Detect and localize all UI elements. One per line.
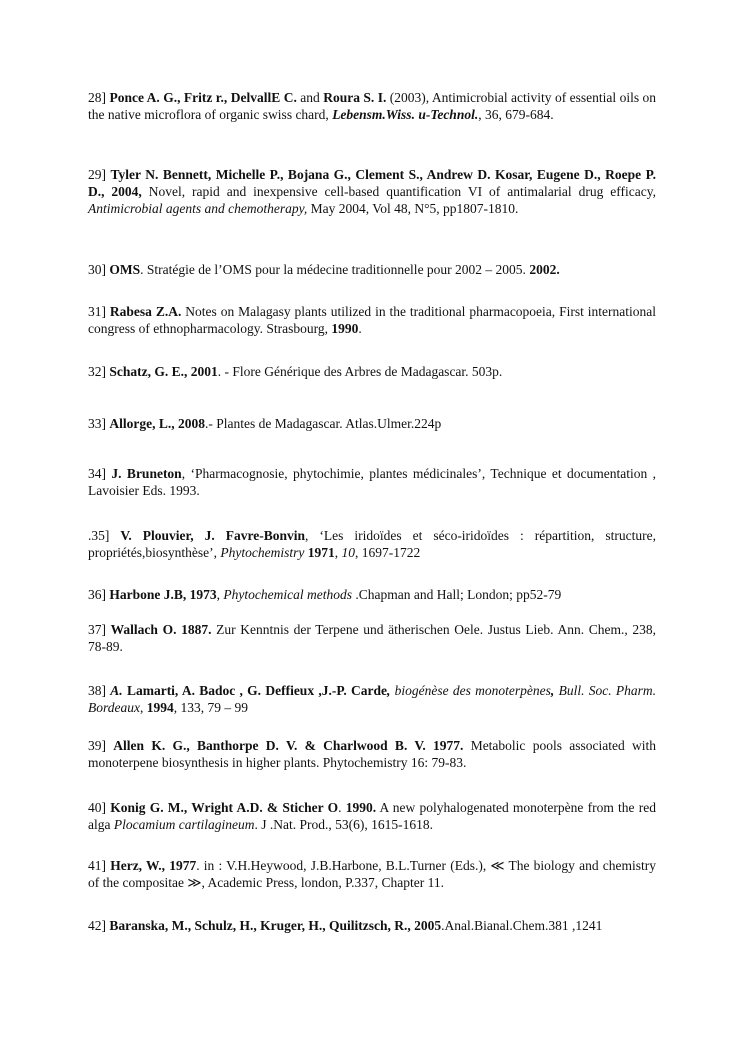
reference-text: . xyxy=(358,321,362,336)
author-text: OMS xyxy=(109,262,141,277)
reference-number: 30] xyxy=(88,262,106,277)
reference-number: 36] xyxy=(88,587,106,602)
author-text: Konig G. M., Wright A.D. & Sticher O xyxy=(110,800,339,815)
reference-text: (2003), Antimicrobial activity of essential oils on the native microflora of organic swiss chard, xyxy=(88,90,657,122)
emphasis-text: , xyxy=(550,683,555,698)
author-text: 2002. xyxy=(529,262,560,277)
reference-text: Novel, rapid and inexpensive cell-based quantification VI of antimalarial drug efficacy, xyxy=(141,184,656,199)
emphasis-text: 10 xyxy=(341,545,355,560)
emphasis-text: Phytochemistry xyxy=(220,545,305,560)
reference-34 xyxy=(88,465,656,499)
reference-text: Notes on Malagasy plants utilized in the traditional pharmacopoeia, First international congress of ethnopharmacology. Strasbourg, xyxy=(88,304,656,336)
reference-number: 42] xyxy=(88,918,106,933)
emphasis-text: A. xyxy=(110,683,123,698)
reference-42 xyxy=(88,917,656,934)
reference-41 xyxy=(88,857,656,891)
author-text: Tyler N. Bennett, Michelle P., Bojana G., Clement S., Andrew D. Kosar, Eugene D., Roepe P. D., 2004, xyxy=(88,167,656,199)
reference-36 xyxy=(88,586,656,603)
reference-38 xyxy=(88,682,656,716)
reference-32 xyxy=(88,363,656,380)
author-text: Ponce A. G., Fritz r., DelvallE C. xyxy=(109,90,297,105)
emphasis-text: , xyxy=(387,683,391,698)
author-text: Allen K. G., Banthorpe D. V. & Charlwood B. V. 1977. xyxy=(113,738,464,753)
reference-text: , xyxy=(139,700,147,715)
emphasis-text: Plocamium cartilagineum xyxy=(113,817,255,832)
reference-33 xyxy=(88,415,656,432)
reference-number: 28] xyxy=(88,90,106,105)
emphasis-text: Lebensm.Wiss. u-Technol. xyxy=(332,107,479,122)
emphasis-text: biogénèse des monoterpènes xyxy=(390,683,551,698)
author-text: Lamarti, A. Badoc , G. Deffieux ,J.-P. Carde xyxy=(122,683,387,698)
reference-37 xyxy=(88,621,656,655)
reference-39 xyxy=(88,737,656,771)
reference-text: .Anal.Bianal.Chem.381 ,1241 xyxy=(441,918,603,933)
reference-28 xyxy=(88,89,656,123)
reference-number: 38] xyxy=(88,683,106,698)
reference-text: . xyxy=(338,800,346,815)
reference-number: 37] xyxy=(88,622,106,637)
reference-number: 40] xyxy=(88,800,106,815)
author-text: Wallach O. 1887. xyxy=(110,622,212,637)
reference-text: . in : V.H.Heywood, J.B.Harbone, B.L.Turner (Eds.), ≪ The biology and chemistry of the compositae ≫, Academic Press, london, P.337, Chapter 11. xyxy=(88,858,656,890)
author-text: Allorge, L., 2008 xyxy=(109,416,205,431)
reference-text: , ‘Les iridoïdes et séco-iridoïdes : répartition, structure, propriétés,biosynthèse’, xyxy=(88,528,656,560)
reference-text: .- Plantes de Madagascar. Atlas.Ulmer.224p xyxy=(205,416,442,431)
reference-35 xyxy=(88,527,656,561)
reference-40 xyxy=(88,799,656,833)
author-text: 1990. xyxy=(345,800,377,815)
reference-text: . - Flore Générique des Arbres de Madagascar. 503p. xyxy=(217,364,503,379)
author-text: Baranska, M., Schulz, H., Kruger, H., Quilitzsch, R., 2005 xyxy=(109,918,442,933)
reference-text: , 133, 79 – 99 xyxy=(173,700,248,715)
reference-30 xyxy=(88,261,656,278)
author-text: Schatz, G. E., 2001 xyxy=(109,364,218,379)
author-text: Rabesa Z.A. xyxy=(109,304,182,319)
reference-number: 31] xyxy=(88,304,106,319)
reference-text: , ‘Pharmacognosie, phytochimie, plantes médicinales’, Technique et documentation , Lavoisier Eds. 1993. xyxy=(88,466,656,498)
reference-text: Metabolic pools associated with monoterpene biosynthesis in higher plants. Phytochemistry 16: 79-83. xyxy=(88,738,656,770)
author-text: J. Bruneton xyxy=(111,466,182,481)
reference-text: . Stratégie de l’OMS pour la médecine traditionnelle pour 2002 – 2005. xyxy=(140,262,530,277)
author-text: Roura S. I. xyxy=(323,90,387,105)
author-text: Harbone J.B, 1973 xyxy=(109,587,217,602)
reference-text: . J .Nat. Prod., 53(6), 1615-1618. xyxy=(254,817,433,832)
emphasis-text: Antimicrobial agents and chemotherapy, xyxy=(88,201,308,216)
reference-number: 29] xyxy=(88,167,106,182)
reference-text: May 2004, Vol 48, N°5, pp1807-1810. xyxy=(307,201,519,216)
reference-text: , xyxy=(334,545,342,560)
reference-number: 33] xyxy=(88,416,106,431)
reference-text: .Chapman and Hall; London; pp52-79 xyxy=(351,587,562,602)
author-text: 1990 xyxy=(331,321,359,336)
reference-number: 39] xyxy=(88,738,106,753)
reference-text: and xyxy=(296,90,324,105)
reference-31 xyxy=(88,303,656,337)
emphasis-text: Bull. Soc. Pharm. Bordeaux xyxy=(88,683,656,715)
reference-29 xyxy=(88,166,656,217)
reference-text: , 36, 679-684. xyxy=(478,107,554,122)
reference-number: .35] xyxy=(88,528,110,543)
author-text: 1994 xyxy=(146,700,174,715)
emphasis-text: Phytochemical methods xyxy=(223,587,352,602)
reference-number: 32] xyxy=(88,364,106,379)
author-text: Herz, W., 1977 xyxy=(110,858,197,873)
reference-text: Zur Kenntnis der Terpene und ätherischen Oele. Justus Lieb. Ann. Chem., 238, 78-89. xyxy=(88,622,656,654)
author-text: 1971 xyxy=(307,545,335,560)
author-text: V. Plouvier, J. Favre-Bonvin xyxy=(120,528,305,543)
reference-text: A new polyhalogenated monoterpène from the red alga xyxy=(88,800,656,832)
reference-number: 41] xyxy=(88,858,106,873)
reference-text: , xyxy=(216,587,224,602)
reference-text: , 1697-1722 xyxy=(354,545,421,560)
reference-number: 34] xyxy=(88,466,106,481)
